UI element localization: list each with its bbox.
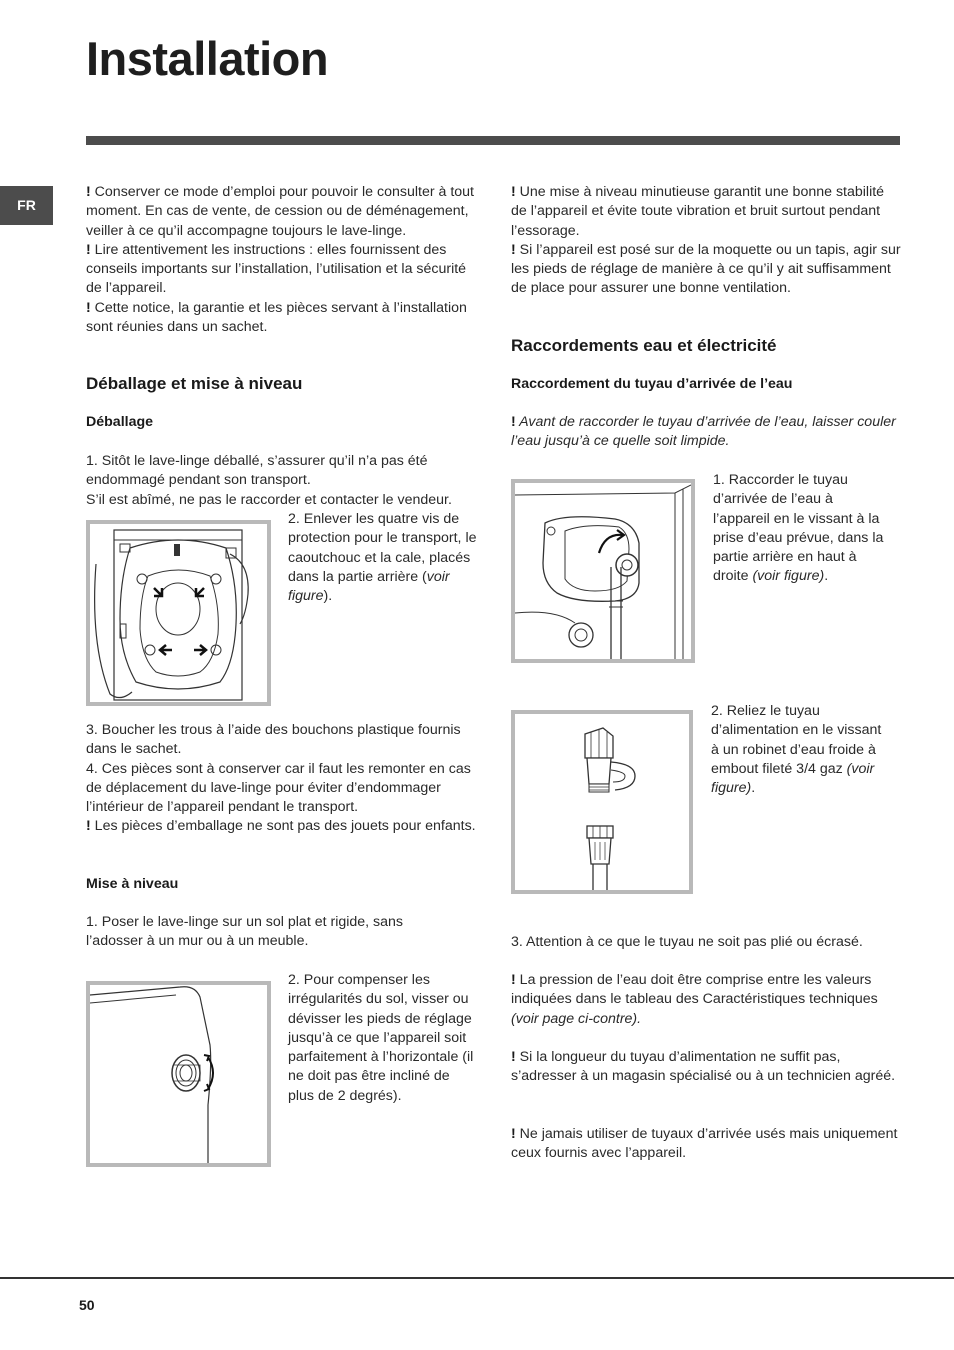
step-text: 1. Raccorder le tuyau d’arrivée de l’eau à l’appareil en le vissant à la prise d’eau prévue, dans la partie arrière en haut à droite (voir figure).: [713, 472, 884, 585]
inlet-note-used-hoses: [511, 1125, 901, 1164]
warning-text: ! Les pièces d’emballage ne sont pas des jouets pour enfants.: [86, 818, 476, 835]
leveling-notes: [511, 183, 901, 299]
step-text: 3. Boucher les trous à l’aide des bouchons plastique fournis dans le sachet.: [86, 722, 461, 758]
title-divider: [86, 136, 900, 145]
section-heading-connections: Raccordements eau et électricité: [511, 336, 777, 355]
unpack-step1: [86, 452, 476, 510]
section-heading-unpacking: Déballage et mise à niveau: [86, 374, 303, 393]
intro-paragraph: ! Cette notice, la garantie et les pièces servant à l’installation sont réunies dans un sachet.: [86, 299, 467, 336]
inlet-note-length: [511, 1048, 901, 1087]
step-text: 2. Reliez le tuyau d’alimentation en le vissant à un robinet d’eau froide à embout fileté 3/4 gaz (voir figure).: [711, 703, 882, 797]
inlet-warning: [511, 413, 901, 452]
tap-connection-figure: [511, 710, 693, 894]
subheading-unpacking: Déballage: [86, 414, 154, 430]
step-text: 4. Ces pièces sont à conserver car il faut les remonter en cas de déplacement du lave-linge pour éviter d’endommager l’intérieur de l’appareil pendant le transport.: [86, 760, 471, 816]
washer-rear-figure: [86, 520, 271, 706]
subheading-leveling: Mise à niveau: [86, 876, 179, 892]
inlet-note-pressure: [511, 971, 901, 1029]
intro-paragraph: ! Conserver ce mode d’emploi pour pouvoir le consulter à tout moment. En cas de vente, de cession ou de déménagement, veiller à ce qu’il accompagne toujours le lave-linge.: [86, 184, 474, 239]
note-paragraph: ! Si l’appareil est posé sur de la moquette ou un tapis, agir sur les pieds de réglage de manière à ce qu’il y ait suffisamment de place pour assurer une bonne ventilation.: [511, 241, 901, 297]
inlet-step3: [511, 933, 901, 952]
footer-divider: [0, 1277, 954, 1279]
step-text: 2. Pour compenser les irrégularités du sol, visser ou dévisser les pieds de réglage jusqu’à ce que l’appareil soit parfaitement à l’horizontale (il ne doit pas être incliné de plus de 2 degrés).: [288, 972, 474, 1104]
note-paragraph: ! La pression de l’eau doit être comprise entre les valeurs indiquées dans le tableau des Caractéristiques techniques (voir page ci-contre).: [511, 972, 878, 1027]
intro-block: [86, 183, 476, 337]
language-tab: FR: [0, 186, 53, 225]
unpack-steps-3-4: [86, 721, 481, 837]
note-paragraph: ! Ne jamais utiliser de tuyaux d’arrivée usés mais uniquement ceux fournis avec l’appareil.: [511, 1126, 898, 1162]
leveling-foot-figure: [86, 981, 271, 1167]
step-text: S’il est abîmé, ne pas le raccorder et contacter le vendeur.: [86, 491, 452, 508]
step-text: 2. Enlever les quatre vis de protection pour le transport, le caoutchouc et la cale, placés dans la partie arrière (voir figure).: [288, 511, 477, 605]
step-text: 1. Sitôt le lave-linge déballé, s’assurer qu’il n’a pas été endommagé pendant son transport.: [86, 453, 428, 489]
unpack-step2: [288, 510, 478, 606]
note-paragraph: ! Une mise à niveau minutieuse garantit une bonne stabilité de l’appareil et évite toute vibration et bruit surtout pendant l’essorage.: [511, 184, 885, 239]
note-paragraph: ! Si la longueur du tuyau d’alimentation ne suffit pas, s’adresser à un magasin spécialisé ou à un technicien agréé.: [511, 1049, 896, 1085]
level-step1: [86, 913, 446, 952]
subheading-inlet-hose: Raccordement du tuyau d’arrivée de l’eau: [511, 376, 793, 392]
level-step2: [288, 971, 478, 1106]
inlet-connection-figure: [511, 479, 695, 663]
step-text: 1. Poser le lave-linge sur un sol plat et rigide, sans l’adosser à un mur ou à un meuble.: [86, 914, 404, 950]
inlet-step2: [711, 702, 893, 798]
warning-text: ! Avant de raccorder le tuyau d’arrivée de l’eau, laisser couler l’eau jusqu’à ce quelle soit limpide.: [511, 414, 896, 450]
page-number: 50: [79, 1297, 95, 1313]
page-title: Installation: [86, 32, 329, 85]
inlet-step1: [713, 471, 893, 587]
intro-paragraph: ! Lire attentivement les instructions : elles fournissent des conseils importants sur l’installation, l’utilisation et la sécurité de l’appareil.: [86, 241, 467, 297]
step-text: 3. Attention à ce que le tuyau ne soit pas plié ou écrasé.: [511, 934, 863, 950]
